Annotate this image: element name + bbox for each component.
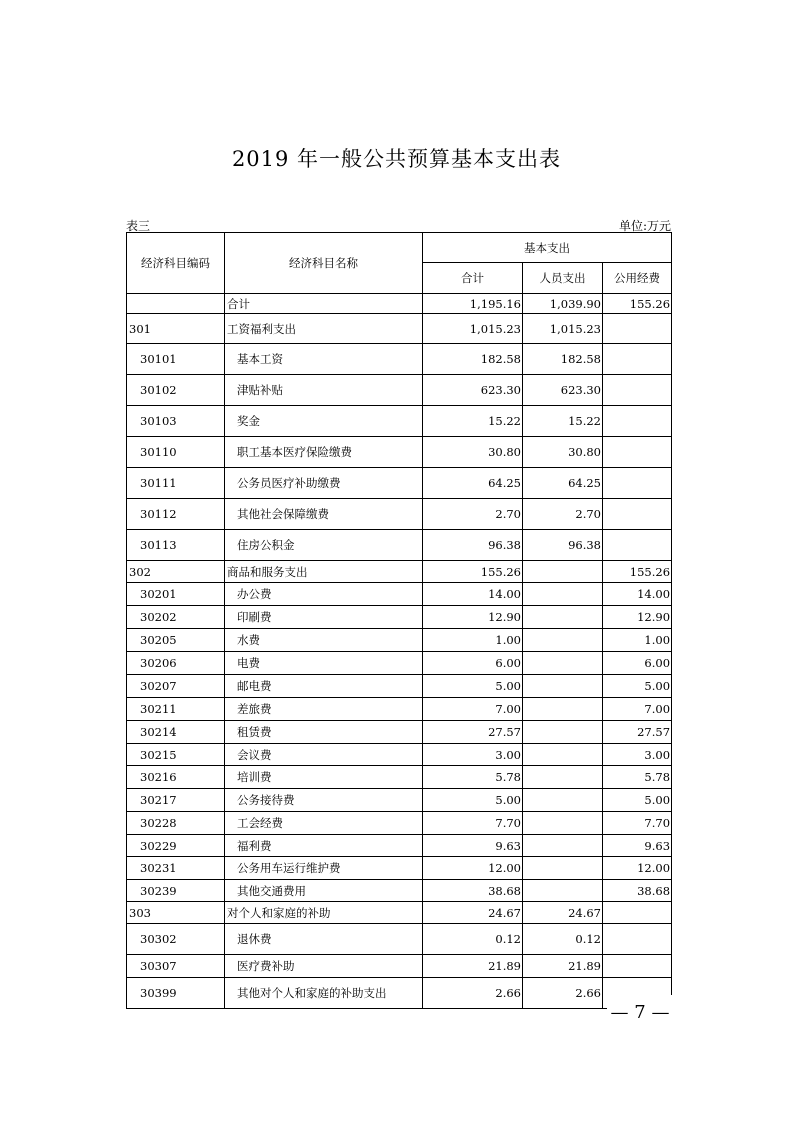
cell-code: 30215 xyxy=(127,744,225,766)
cell-name: 奖金 xyxy=(225,406,423,437)
cell-code: 30211 xyxy=(127,698,225,721)
cell-code: 30231 xyxy=(127,857,225,880)
cell-personnel: 2.70 xyxy=(523,499,603,530)
cell-personnel: 0.12 xyxy=(523,924,603,955)
table-row xyxy=(127,744,672,766)
cell-code: 30214 xyxy=(127,721,225,744)
page-title: 2019 年一般公共预算基本支出表 xyxy=(231,147,562,171)
table-row xyxy=(127,468,672,499)
table-body xyxy=(127,294,672,1009)
cell-total: 9.63 xyxy=(423,835,523,857)
cell-public xyxy=(603,468,672,499)
table-row xyxy=(127,561,672,583)
cell-name: 退休费 xyxy=(225,924,423,955)
cell-total: 2.66 xyxy=(423,978,523,1009)
cell-name: 医疗费补助 xyxy=(225,955,423,978)
table-row xyxy=(127,880,672,902)
cell-total: 64.25 xyxy=(423,468,523,499)
cell-personnel xyxy=(523,652,603,675)
cell-public xyxy=(603,437,672,468)
cell-personnel xyxy=(523,561,603,583)
cell-code: 30307 xyxy=(127,955,225,978)
cell-public: 1.00 xyxy=(603,629,672,652)
cell-name: 会议费 xyxy=(225,744,423,766)
cell-public xyxy=(603,530,672,561)
cell-code: 30217 xyxy=(127,789,225,812)
cell-public: 14.00 xyxy=(603,583,672,606)
cell-name: 基本工资 xyxy=(225,344,423,375)
cell-name: 对个人和家庭的补助 xyxy=(225,902,423,924)
cell-name: 公务用车运行维护费 xyxy=(225,857,423,880)
table-row xyxy=(127,675,672,698)
table-row xyxy=(127,955,672,978)
table-row xyxy=(127,629,672,652)
cell-total: 5.00 xyxy=(423,789,523,812)
cell-code: 30228 xyxy=(127,812,225,835)
cell-code: 30110 xyxy=(127,437,225,468)
cell-code: 30202 xyxy=(127,606,225,629)
cell-personnel: 1,039.90 xyxy=(523,294,603,314)
cell-total: 1,195.16 xyxy=(423,294,523,314)
cell-total: 12.90 xyxy=(423,606,523,629)
cell-total: 7.70 xyxy=(423,812,523,835)
cell-personnel: 21.89 xyxy=(523,955,603,978)
cell-code: 30205 xyxy=(127,629,225,652)
cell-public xyxy=(603,924,672,955)
table-row xyxy=(127,857,672,880)
cell-total: 24.67 xyxy=(423,902,523,924)
cell-public: 7.70 xyxy=(603,812,672,835)
cell-name: 公务接待费 xyxy=(225,789,423,812)
table-row xyxy=(127,902,672,924)
cell-total: 155.26 xyxy=(423,561,523,583)
table-row xyxy=(127,606,672,629)
cell-public: 12.00 xyxy=(603,857,672,880)
cell-public: 9.63 xyxy=(603,835,672,857)
cell-total: 6.00 xyxy=(423,652,523,675)
cell-name: 办公费 xyxy=(225,583,423,606)
table-row xyxy=(127,721,672,744)
cell-name: 其他社会保障缴费 xyxy=(225,499,423,530)
cell-code: 30102 xyxy=(127,375,225,406)
cell-personnel xyxy=(523,812,603,835)
cell-personnel: 623.30 xyxy=(523,375,603,406)
cell-personnel: 1,015.23 xyxy=(523,314,603,344)
cell-name: 工资福利支出 xyxy=(225,314,423,344)
table-row xyxy=(127,812,672,835)
cell-code: 302 xyxy=(127,561,225,583)
cell-personnel: 30.80 xyxy=(523,437,603,468)
cell-name: 电费 xyxy=(225,652,423,675)
cell-name: 差旅费 xyxy=(225,698,423,721)
cell-total: 12.00 xyxy=(423,857,523,880)
header-name: 经济科目名称 xyxy=(225,233,423,294)
cell-personnel xyxy=(523,880,603,902)
cell-public: 38.68 xyxy=(603,880,672,902)
cell-total: 3.00 xyxy=(423,744,523,766)
table-row xyxy=(127,835,672,857)
page-number: — 7 — xyxy=(607,995,673,1029)
cell-public xyxy=(603,344,672,375)
table-row xyxy=(127,978,672,1009)
cell-total: 21.89 xyxy=(423,955,523,978)
table-row xyxy=(127,766,672,789)
header-public: 公用经费 xyxy=(603,263,672,294)
cell-personnel: 64.25 xyxy=(523,468,603,499)
cell-public: 155.26 xyxy=(603,294,672,314)
table-row xyxy=(127,652,672,675)
cell-name: 合计 xyxy=(225,294,423,314)
table-row xyxy=(127,314,672,344)
cell-public xyxy=(603,406,672,437)
cell-personnel xyxy=(523,698,603,721)
cell-code xyxy=(127,294,225,314)
cell-public: 5.00 xyxy=(603,789,672,812)
cell-name: 租赁费 xyxy=(225,721,423,744)
header-personnel: 人员支出 xyxy=(523,263,603,294)
cell-code: 30207 xyxy=(127,675,225,698)
cell-name: 工会经费 xyxy=(225,812,423,835)
cell-personnel: 15.22 xyxy=(523,406,603,437)
header-total: 合计 xyxy=(423,263,523,294)
cell-name: 水费 xyxy=(225,629,423,652)
cell-public: 6.00 xyxy=(603,652,672,675)
cell-total: 1,015.23 xyxy=(423,314,523,344)
table-row xyxy=(127,344,672,375)
cell-personnel xyxy=(523,583,603,606)
cell-personnel xyxy=(523,766,603,789)
cell-name: 邮电费 xyxy=(225,675,423,698)
cell-public: 5.78 xyxy=(603,766,672,789)
cell-name: 公务员医疗补助缴费 xyxy=(225,468,423,499)
cell-personnel: 24.67 xyxy=(523,902,603,924)
header-basic: 基本支出 xyxy=(423,233,672,263)
cell-code: 30101 xyxy=(127,344,225,375)
table-row xyxy=(127,437,672,468)
table-row xyxy=(127,294,672,314)
cell-name: 培训费 xyxy=(225,766,423,789)
cell-personnel xyxy=(523,675,603,698)
table-row xyxy=(127,698,672,721)
cell-total: 27.57 xyxy=(423,721,523,744)
cell-public xyxy=(603,375,672,406)
cell-personnel: 2.66 xyxy=(523,978,603,1009)
cell-name: 住房公积金 xyxy=(225,530,423,561)
cell-code: 30399 xyxy=(127,978,225,1009)
cell-total: 623.30 xyxy=(423,375,523,406)
cell-code: 30112 xyxy=(127,499,225,530)
cell-public xyxy=(603,955,672,978)
cell-name: 职工基本医疗保险缴费 xyxy=(225,437,423,468)
cell-name: 福利费 xyxy=(225,835,423,857)
cell-total: 5.00 xyxy=(423,675,523,698)
cell-public: 155.26 xyxy=(603,561,672,583)
cell-public: 5.00 xyxy=(603,675,672,698)
cell-total: 1.00 xyxy=(423,629,523,652)
cell-name: 印刷费 xyxy=(225,606,423,629)
cell-public: 3.00 xyxy=(603,744,672,766)
table-row xyxy=(127,499,672,530)
cell-total: 38.68 xyxy=(423,880,523,902)
cell-code: 30206 xyxy=(127,652,225,675)
cell-public xyxy=(603,499,672,530)
cell-personnel xyxy=(523,744,603,766)
cell-public: 27.57 xyxy=(603,721,672,744)
cell-total: 14.00 xyxy=(423,583,523,606)
cell-personnel: 182.58 xyxy=(523,344,603,375)
table-row xyxy=(127,924,672,955)
cell-total: 182.58 xyxy=(423,344,523,375)
cell-public: 12.90 xyxy=(603,606,672,629)
cell-personnel xyxy=(523,721,603,744)
table-row xyxy=(127,375,672,406)
cell-code: 30113 xyxy=(127,530,225,561)
unit-label: 单位:万元 xyxy=(618,219,671,233)
cell-total: 96.38 xyxy=(423,530,523,561)
cell-total: 5.78 xyxy=(423,766,523,789)
table-row xyxy=(127,583,672,606)
cell-code: 30229 xyxy=(127,835,225,857)
cell-name: 商品和服务支出 xyxy=(225,561,423,583)
cell-name: 其他对个人和家庭的补助支出 xyxy=(225,978,423,1009)
cell-total: 30.80 xyxy=(423,437,523,468)
cell-code: 30216 xyxy=(127,766,225,789)
cell-personnel xyxy=(523,789,603,812)
cell-personnel xyxy=(523,835,603,857)
cell-code: 30103 xyxy=(127,406,225,437)
table-label: 表三 xyxy=(126,219,151,233)
cell-name: 津贴补贴 xyxy=(225,375,423,406)
cell-personnel: 96.38 xyxy=(523,530,603,561)
cell-personnel xyxy=(523,606,603,629)
cell-code: 30111 xyxy=(127,468,225,499)
budget-table xyxy=(126,232,672,1009)
cell-code: 30302 xyxy=(127,924,225,955)
table-row xyxy=(127,406,672,437)
cell-code: 30239 xyxy=(127,880,225,902)
cell-personnel xyxy=(523,857,603,880)
header-code: 经济科目编码 xyxy=(127,233,225,294)
cell-public xyxy=(603,902,672,924)
cell-code: 30201 xyxy=(127,583,225,606)
cell-public xyxy=(603,314,672,344)
table-row xyxy=(127,530,672,561)
cell-name: 其他交通费用 xyxy=(225,880,423,902)
cell-total: 2.70 xyxy=(423,499,523,530)
cell-total: 7.00 xyxy=(423,698,523,721)
cell-code: 303 xyxy=(127,902,225,924)
cell-code: 301 xyxy=(127,314,225,344)
table-row xyxy=(127,789,672,812)
cell-total: 15.22 xyxy=(423,406,523,437)
cell-personnel xyxy=(523,629,603,652)
cell-total: 0.12 xyxy=(423,924,523,955)
cell-public: 7.00 xyxy=(603,698,672,721)
